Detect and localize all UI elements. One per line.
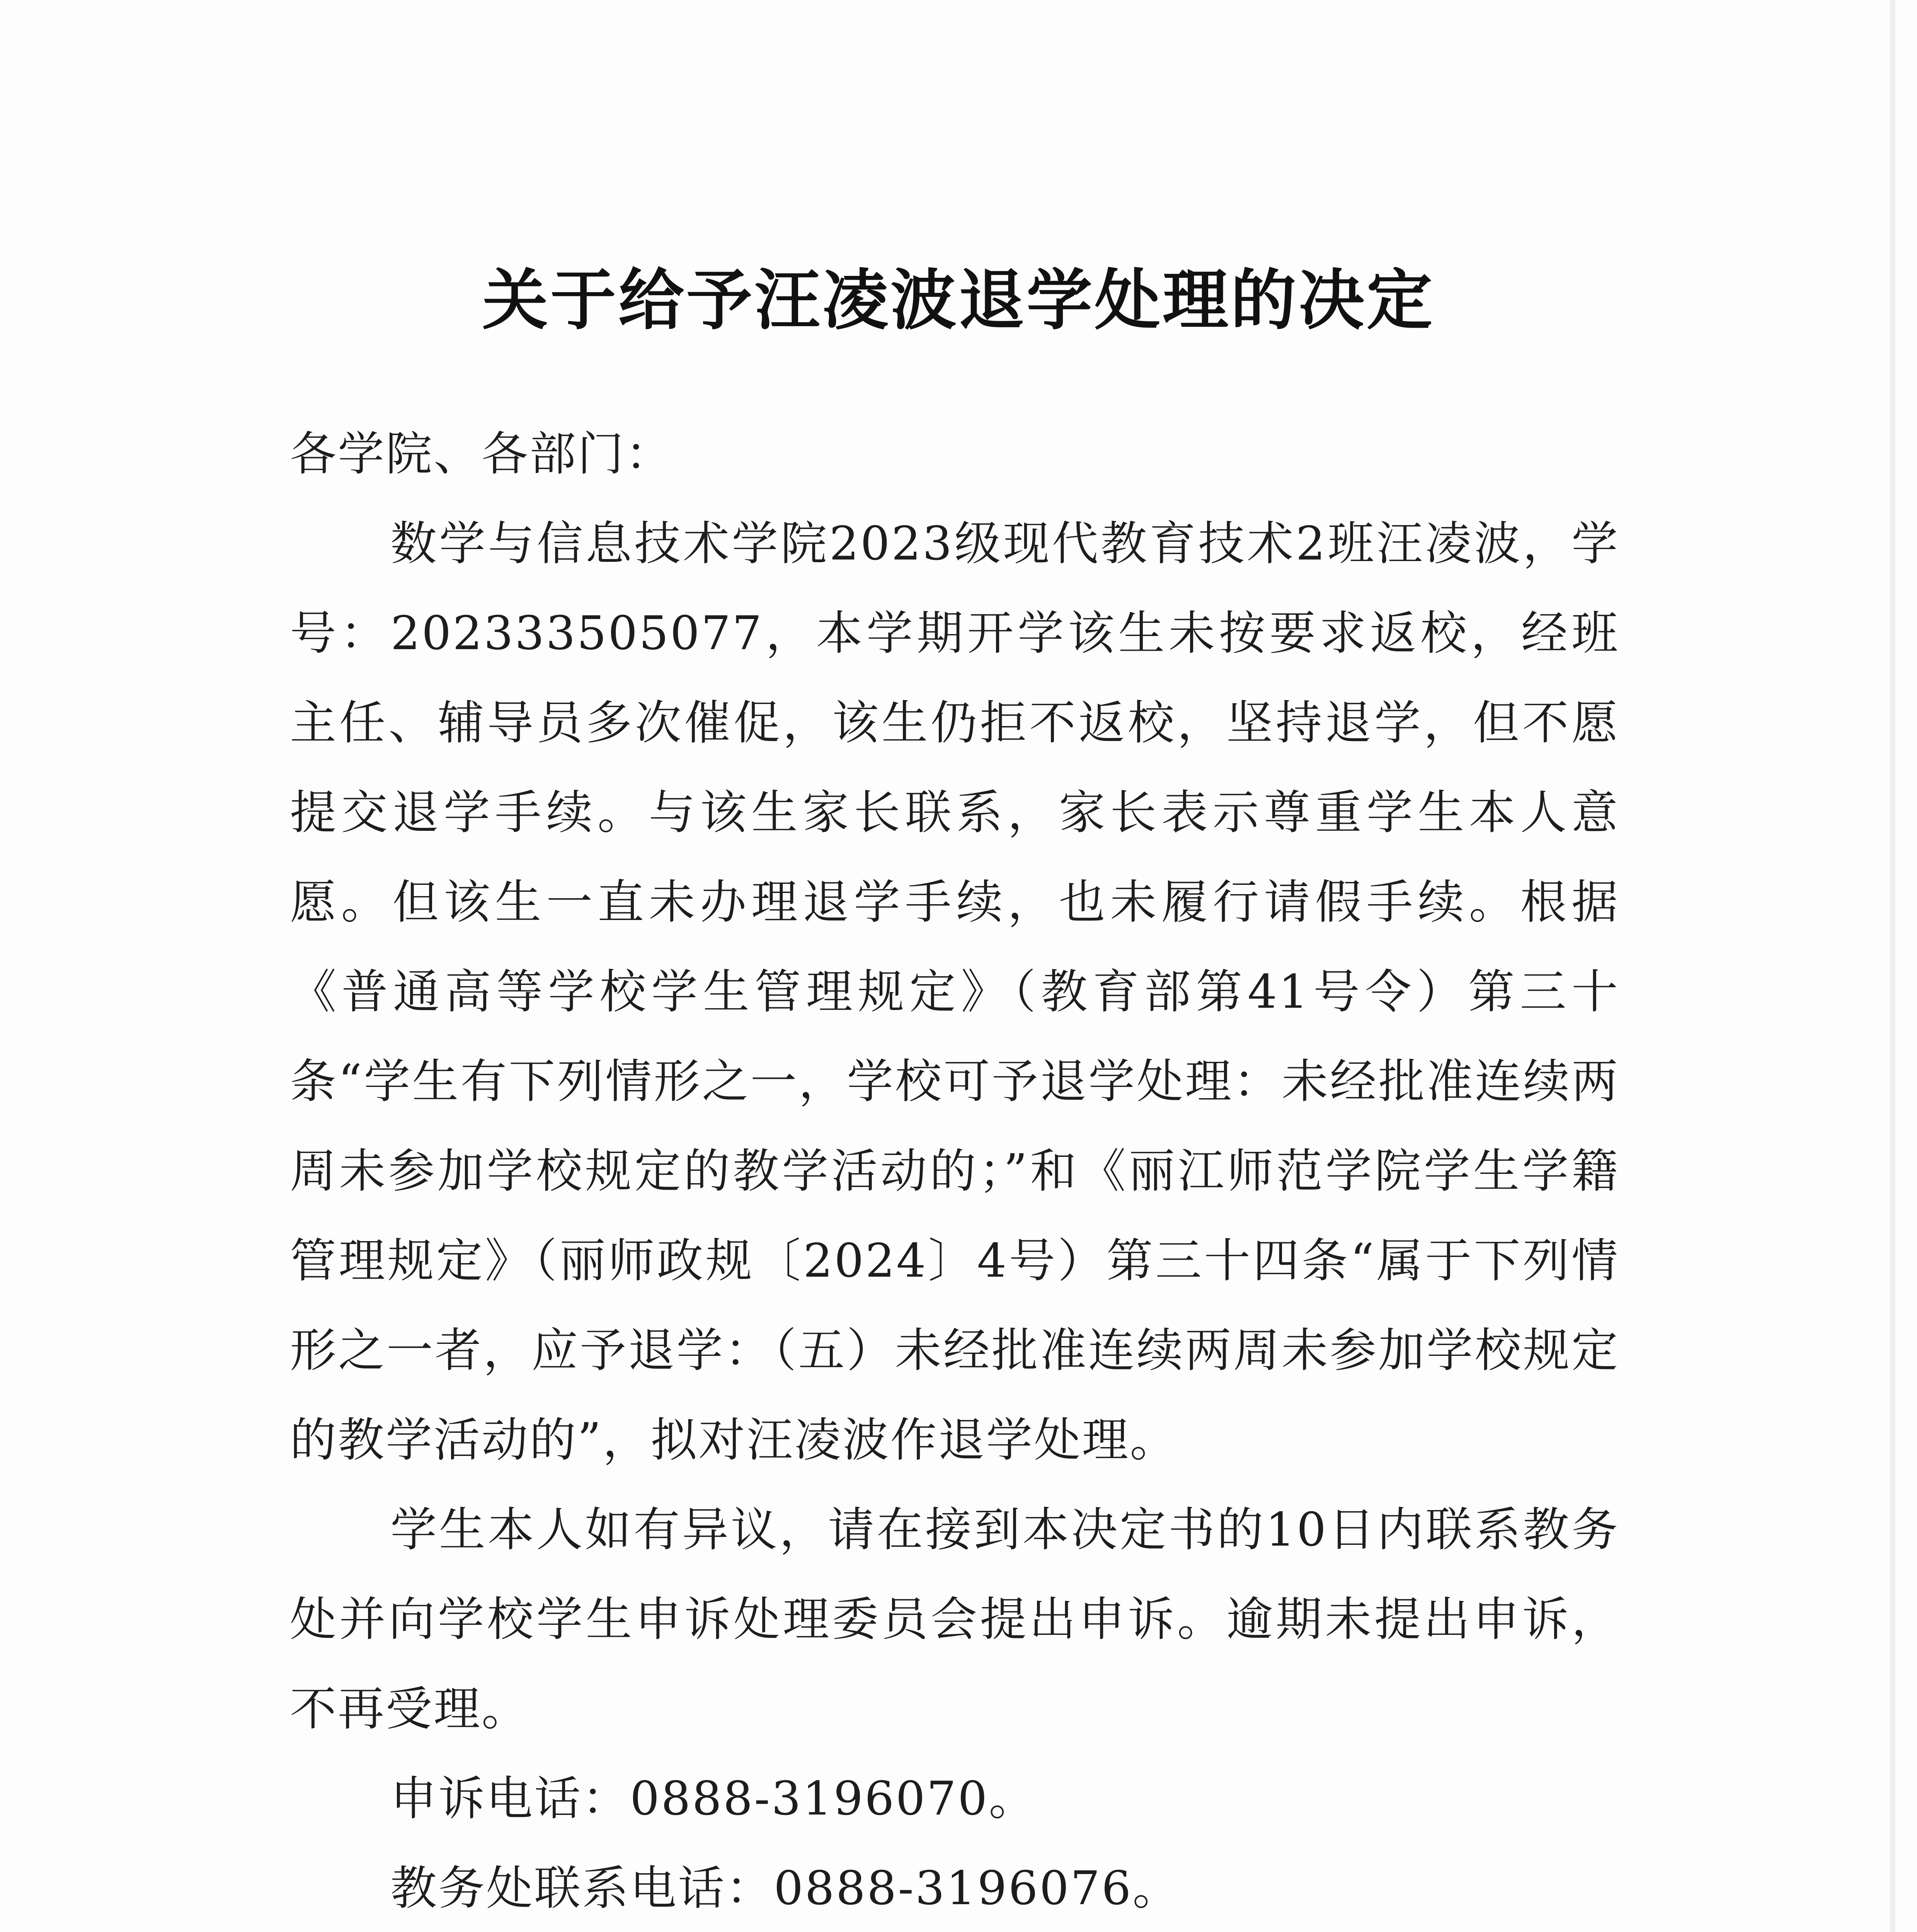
- paragraph-appeal-phone: 申诉电话：0888-3196070。: [390, 1772, 1037, 1826]
- paragraph-office-phone: 教务处联系电话：0888-3196076。: [390, 1862, 1181, 1915]
- paragraph-appeal: 学生本人如有异议，请在接到本决定书的10日内联系教务处并向学校学生申诉处理委员会提出申诉。逾期未提出申诉，不再受理。: [290, 1503, 1619, 1736]
- document-title: 关于给予汪凌波退学处理的决定: [482, 262, 1435, 339]
- salutation: 各学院、各部门：: [290, 427, 673, 481]
- paragraph-main: 数学与信息技术学院2023级现代教育技术2班汪凌波，学号：202333505077，本学期开学该生未按要求返校，经班主任、辅导员多次催促，该生仍拒不返校，坚持退学，但不愿提交退学手续。与该生家长联系，家长表示尊重学生本人意愿。但该生一直未办理退学手续，也未履行请假手续。根据《普通高等学校学生管理规定》（教育部第41号令）第三十条“学生有下列情形之一，学校可予退学处理：未经批准连续两周未参加学校规定的教学活动的；”和《丽江师范学院学生学籍管理规定》（丽师政规〔2024〕4号）第三十四条“属于下列情形之一者，应予退学：（五）未经批准连续两周未参加学校规定的教学活动的”，拟对汪凌波作退学处理。: [290, 517, 1619, 1467]
- document-body: [290, 410, 1619, 1932]
